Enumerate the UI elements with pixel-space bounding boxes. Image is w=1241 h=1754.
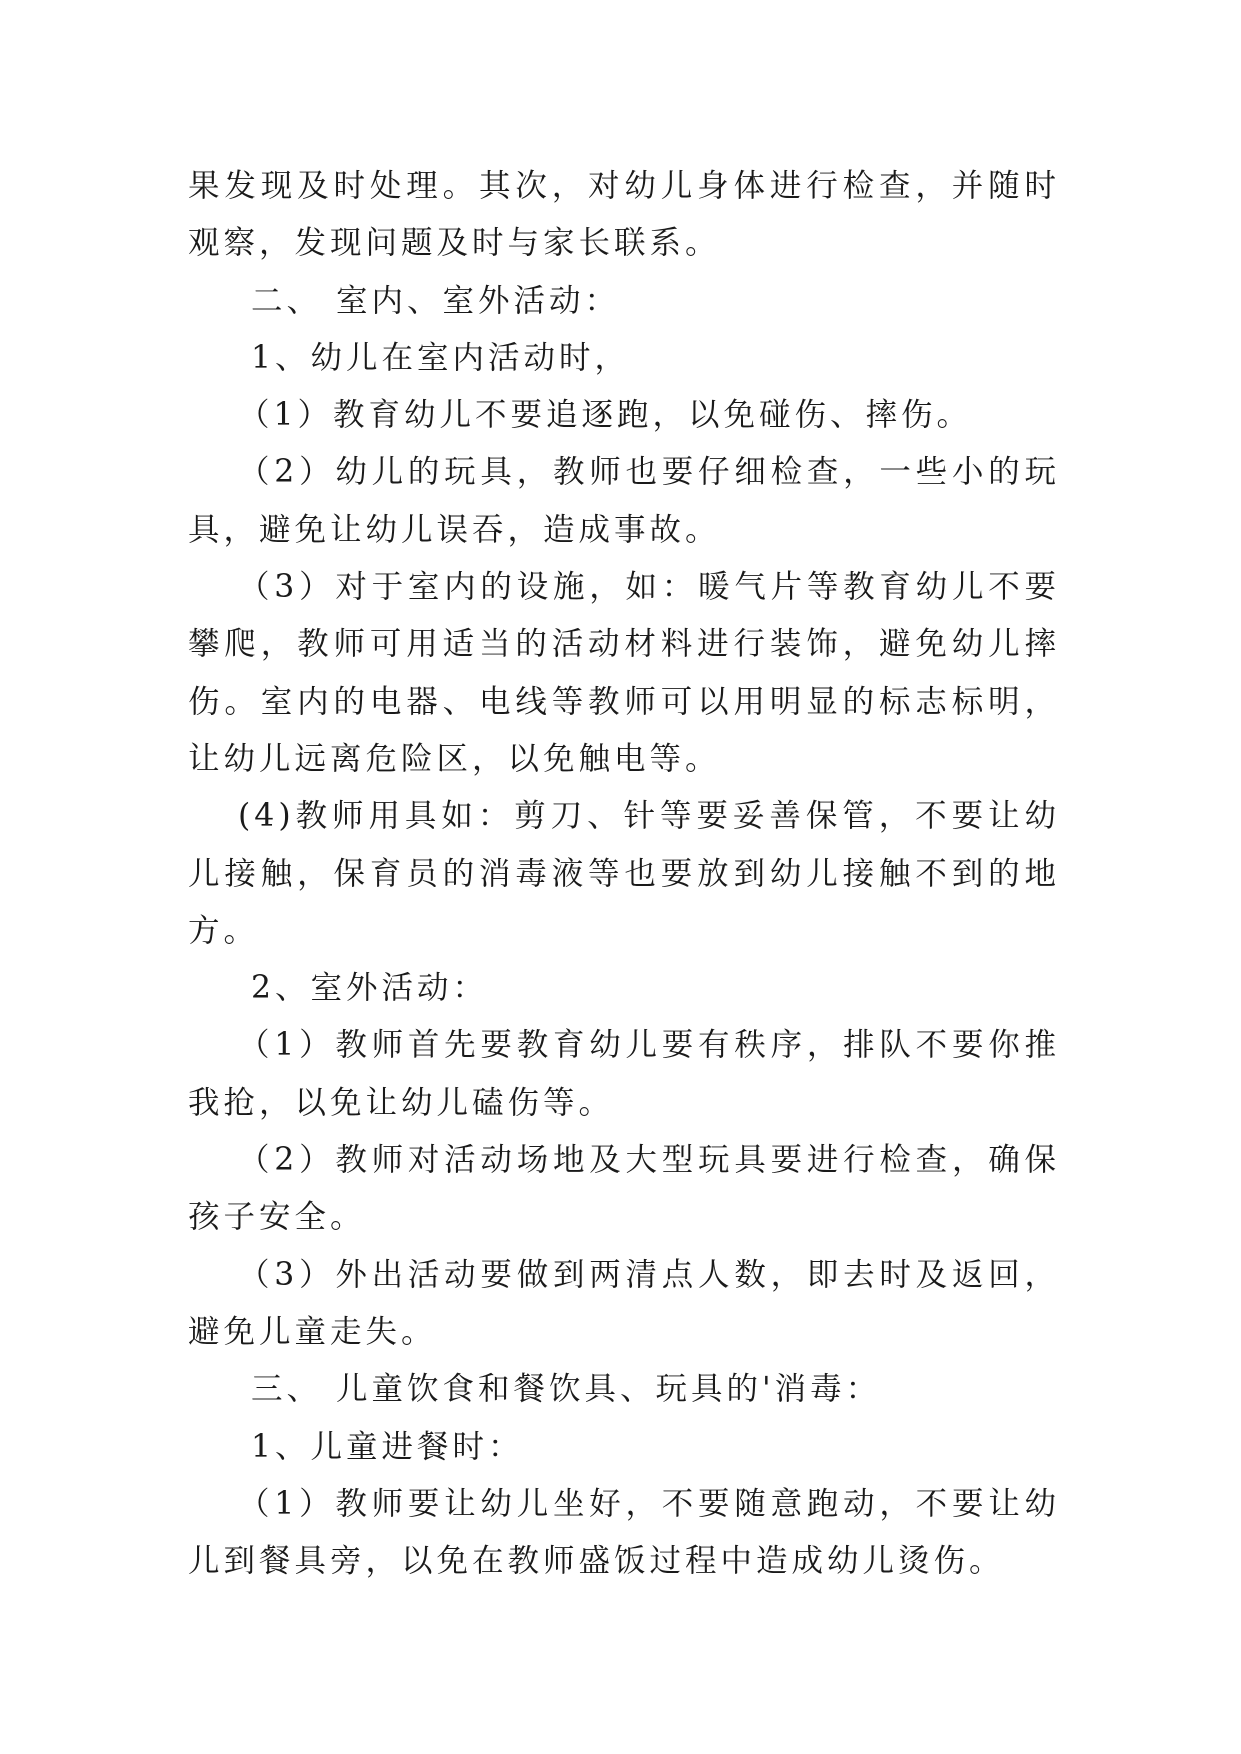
subsection-heading: 2、室外活动： — [251, 970, 489, 1007]
subsection-heading: 1、儿童进餐时： — [251, 1428, 524, 1465]
list-item: （1）教育幼儿不要追逐跑，以免碰伤、摔伤。 — [238, 397, 973, 434]
document-body — [188, 158, 1060, 1590]
section-heading-3: 三、 儿童饮食和餐饮具、玩具的'消毒： — [251, 1371, 882, 1408]
list-item: （3）对于室内的设施，如：暖气片等教育幼儿不要攀爬，教师可用适当的活动材料进行装饰，避免幼儿摔伤。室内的电器、电线等教师可以用明显的标志标明，让幼儿远离危险区，以免触电等。 — [188, 569, 1060, 777]
list-item: （2）教师对活动场地及大型玩具要进行检查，确保孩子安全。 — [188, 1142, 1060, 1236]
list-item: （2）幼儿的玩具，教师也要仔细检查，一些小的玩具，避免让幼儿误吞，造成事故。 — [188, 454, 1060, 548]
list-item: (4)教师用具如：剪刀、针等要妥善保管，不要让幼儿接触，保育员的消毒液等也要放到幼儿接触不到的地方。 — [188, 798, 1060, 949]
list-item: （1）教师要让幼儿坐好，不要随意跑动，不要让幼儿到餐具旁，以免在教师盛饭过程中造成幼儿烫伤。 — [188, 1485, 1060, 1580]
list-item: （3）外出活动要做到两清点人数，即去时及返回，避免儿童走失。 — [188, 1256, 1060, 1350]
list-item: （1）教师首先要教育幼儿要有秩序，排队不要你推我抢，以免让幼儿磕伤等。 — [188, 1027, 1060, 1121]
section-heading-2: 二、 室内、室外活动： — [251, 282, 621, 319]
paragraph-continuation: 果发现及时处理。其次，对幼儿身体进行检查，并随时观察，发现问题及时与家长联系。 — [188, 168, 1060, 262]
subsection-heading: 1、幼儿在室内活动时， — [251, 339, 631, 376]
